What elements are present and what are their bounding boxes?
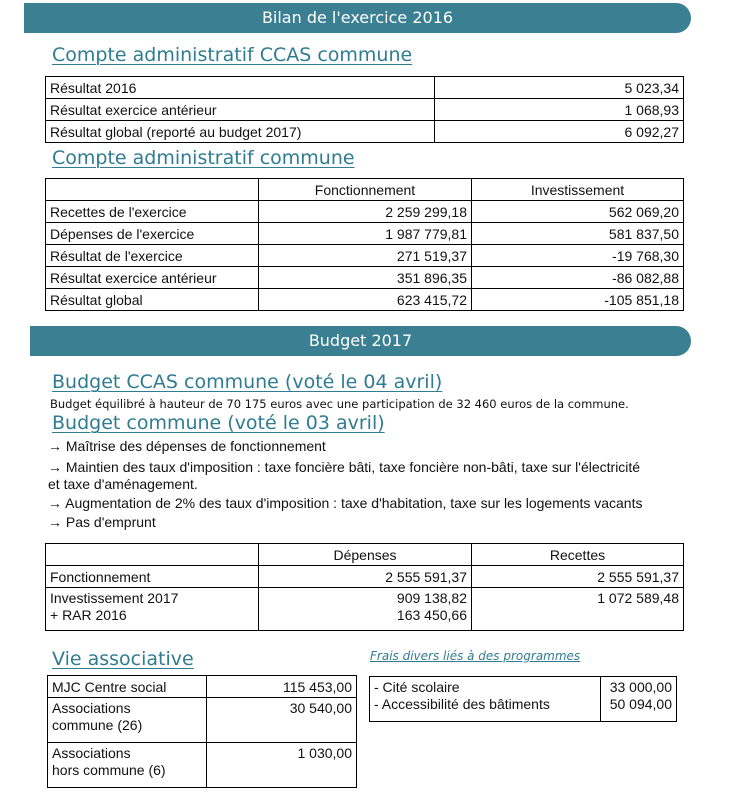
table-row (46, 223, 684, 245)
commune-account-title: Compte administratif commune (52, 147, 355, 169)
row-label: Recettes de l'exercice (46, 201, 259, 223)
row-label: Résultat 2016 (46, 77, 435, 99)
bullet-item: → Maîtrise des dépenses de fonctionnement (48, 438, 326, 454)
table-header-row (46, 544, 684, 566)
fonctionnement-value: 623 415,72 (259, 289, 472, 311)
table-row (46, 588, 684, 631)
table-row (46, 289, 684, 311)
depenses-value: 2 555 591,37 (259, 566, 472, 588)
column-header-recettes: Recettes (472, 544, 684, 566)
table-row (46, 566, 684, 588)
bullet-item: → Maintien des taux d'imposition : taxe foncière bâti, taxe foncière non-bâti, taxe sur l'électricité (48, 459, 641, 475)
column-header-empty (46, 544, 259, 566)
bilan-banner: Bilan de l'exercice 2016 (24, 3, 691, 33)
fonctionnement-value: 351 896,35 (259, 267, 472, 289)
row-value (601, 677, 677, 722)
row-label-line1: Investissement 2017 (50, 590, 179, 606)
commune-account-table (45, 178, 684, 311)
budget-commune-table (45, 543, 684, 631)
row-label-line1: Associations (52, 745, 131, 761)
investissement-value: -86 082,88 (472, 267, 684, 289)
table-header-row (46, 179, 684, 201)
row-label: Fonctionnement (46, 566, 259, 588)
row-label-line1: Associations (52, 700, 131, 716)
recettes-value: 1 072 589,48 (472, 588, 684, 631)
depenses-line1: 909 138,82 (396, 590, 467, 606)
value-line1: 33 000,00 (609, 679, 672, 695)
table-row (46, 245, 684, 267)
table-row (46, 77, 684, 99)
row-label: Dépenses de l'exercice (46, 223, 259, 245)
column-header-empty (46, 179, 259, 201)
fonctionnement-value: 1 987 779,81 (259, 223, 472, 245)
list-item: - Accessibilité des bâtiments (374, 696, 550, 712)
row-label (46, 588, 259, 631)
frais-divers-table (369, 676, 677, 722)
table-row (46, 267, 684, 289)
value-line2: 50 094,00 (609, 696, 672, 712)
row-label-line2: + RAR 2016 (50, 607, 127, 623)
row-label (370, 677, 601, 722)
table-row (46, 121, 684, 143)
table-row (46, 201, 684, 223)
row-value: 1 030,00 (207, 743, 357, 788)
depenses-line2: 163 450,66 (396, 607, 467, 623)
row-label: Résultat de l'exercice (46, 245, 259, 267)
row-value: 115 453,00 (207, 676, 357, 698)
row-label: Résultat global (reporté au budget 2017) (46, 121, 435, 143)
list-item: - Cité scolaire (374, 679, 460, 695)
column-header-depenses: Dépenses (259, 544, 472, 566)
fonctionnement-value: 271 519,37 (259, 245, 472, 267)
table-row (48, 698, 357, 743)
row-label-line2: hors commune (6) (52, 762, 166, 778)
investissement-value: -105 851,18 (472, 289, 684, 311)
row-value: 30 540,00 (207, 698, 357, 743)
investissement-value: 562 069,20 (472, 201, 684, 223)
ccas-account-title: Compte administratif CCAS commune (52, 44, 413, 66)
row-label (48, 743, 207, 788)
table-row (48, 743, 357, 788)
row-label: Résultat exercice antérieur (46, 99, 435, 121)
row-label: Résultat exercice antérieur (46, 267, 259, 289)
table-row (46, 99, 684, 121)
column-header-fonctionnement: Fonctionnement (259, 179, 472, 201)
row-label: Résultat global (46, 289, 259, 311)
bullet-item: → Augmentation de 2% des taux d'imposition : taxe d'habitation, taxe sur les logements vacants (48, 495, 643, 511)
bullet-item: → Pas d'emprunt (48, 514, 156, 530)
frais-divers-title: Frais divers liés à des programmes (370, 649, 581, 663)
depenses-value (259, 588, 472, 631)
table-row (370, 677, 677, 722)
budget-ccas-text: Budget équilibré à hauteur de 70 175 euros avec une participation de 32 460 euros de la commune. (50, 397, 629, 411)
budget-banner: Budget 2017 (30, 326, 691, 356)
investissement-value: -19 768,30 (472, 245, 684, 267)
bullet-item-continuation: et taxe d'aménagement. (48, 476, 198, 492)
investissement-value: 581 837,50 (472, 223, 684, 245)
row-value: 6 092,27 (435, 121, 684, 143)
vie-associative-table (47, 675, 357, 788)
table-row (48, 676, 357, 698)
budget-ccas-title: Budget CCAS commune (voté le 04 avril) (52, 371, 443, 393)
row-value: 1 068,93 (435, 99, 684, 121)
row-value: 5 023,34 (435, 77, 684, 99)
ccas-account-table (45, 76, 684, 143)
vie-associative-title: Vie associative (52, 648, 194, 670)
row-label: MJC Centre social (48, 676, 207, 698)
row-label-line2: commune (26) (52, 717, 143, 733)
column-header-investissement: Investissement (472, 179, 684, 201)
row-label (48, 698, 207, 743)
fonctionnement-value: 2 259 299,18 (259, 201, 472, 223)
recettes-value: 2 555 591,37 (472, 566, 684, 588)
budget-commune-title: Budget commune (voté le 03 avril) (52, 412, 385, 434)
